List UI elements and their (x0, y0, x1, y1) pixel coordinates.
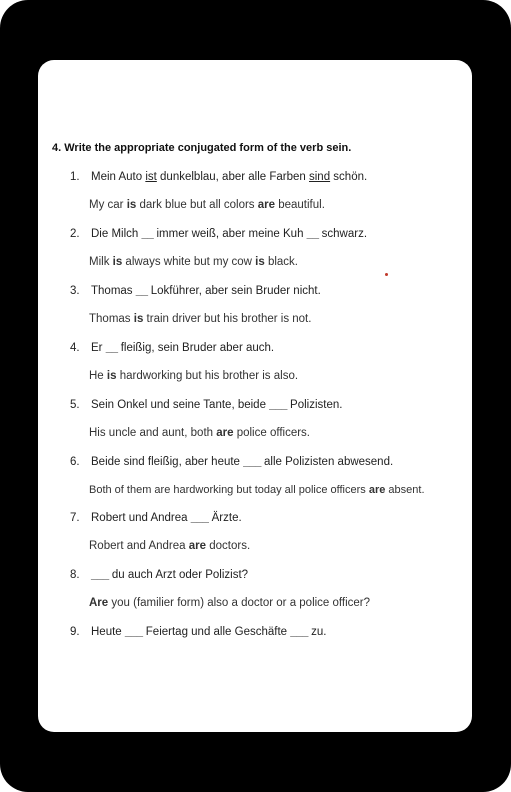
answer-blank[interactable]: ___ (290, 626, 308, 638)
answer-blank[interactable]: __ (141, 228, 154, 240)
answer-blank[interactable]: __ (306, 228, 319, 240)
german-sentence: Die Milch __ immer weiß, aber meine Kuh __ schwarz. (91, 228, 368, 240)
german-sentence: Thomas __ Lokführer, aber sein Bruder nicht. (91, 285, 321, 297)
item-number: 1. (70, 171, 80, 183)
german-sentence: Beide sind fleißig, aber heute ___ alle Polizisten abwesend. (91, 456, 394, 468)
item-number: 3. (70, 285, 80, 297)
german-sentence: Sein Onkel und seine Tante, beide ___ Polizisten. (91, 399, 343, 411)
answer-blank[interactable]: __ (135, 285, 148, 297)
item-number: 5. (70, 399, 80, 411)
english-translation: Are you (familier form) also a doctor or a police officer? (89, 597, 371, 609)
answer-blank[interactable]: __ (105, 342, 118, 354)
answer-ist: ist (145, 171, 157, 183)
answer-blank[interactable]: ___ (243, 456, 261, 468)
german-sentence: Robert und Andrea ___ Ärzte. (91, 512, 242, 524)
item-number: 9. (70, 626, 80, 638)
english-translation: My car is dark blue but all colors are beautiful. (89, 199, 325, 211)
answer-sind: sind (309, 171, 331, 183)
english-translation: He is hardworking but his brother is also. (89, 370, 299, 382)
german-sentence: Mein Auto ist dunkelblau, aber alle Farben sind schön. (91, 171, 368, 183)
answer-blank[interactable]: ___ (124, 626, 143, 638)
item-number: 4. (70, 342, 80, 354)
item-number: 8. (70, 569, 80, 581)
english-translation: Milk is always white but my cow is black. (89, 256, 299, 268)
item-number: 2. (70, 228, 80, 240)
exercise-heading: 4. Write the appropriate conjugated form of the verb sein. (52, 142, 352, 154)
english-translation: Robert and Andrea are doctors. (89, 540, 251, 552)
german-sentence: Heute ___ Feiertag und alle Geschäfte ___ zu. (91, 626, 327, 638)
item-number: 7. (70, 512, 80, 524)
answer-blank[interactable]: ___ (269, 399, 287, 411)
stray-mark (385, 273, 388, 276)
english-translation: Both of them are hardworking but today all police officers are absent. (89, 484, 425, 496)
answer-blank[interactable]: ___ (190, 512, 209, 524)
item-number: 6. (70, 456, 80, 468)
english-translation: Thomas is train driver but his brother is not. (89, 313, 312, 325)
german-sentence: Er __ fleißig, sein Bruder aber auch. (91, 342, 275, 354)
answer-blank[interactable]: ___ (91, 569, 109, 581)
german-sentence: ___ du auch Arzt oder Polizist? (91, 569, 249, 581)
worksheet-page (38, 60, 472, 732)
english-translation: His uncle and aunt, both are police officers. (89, 427, 311, 439)
